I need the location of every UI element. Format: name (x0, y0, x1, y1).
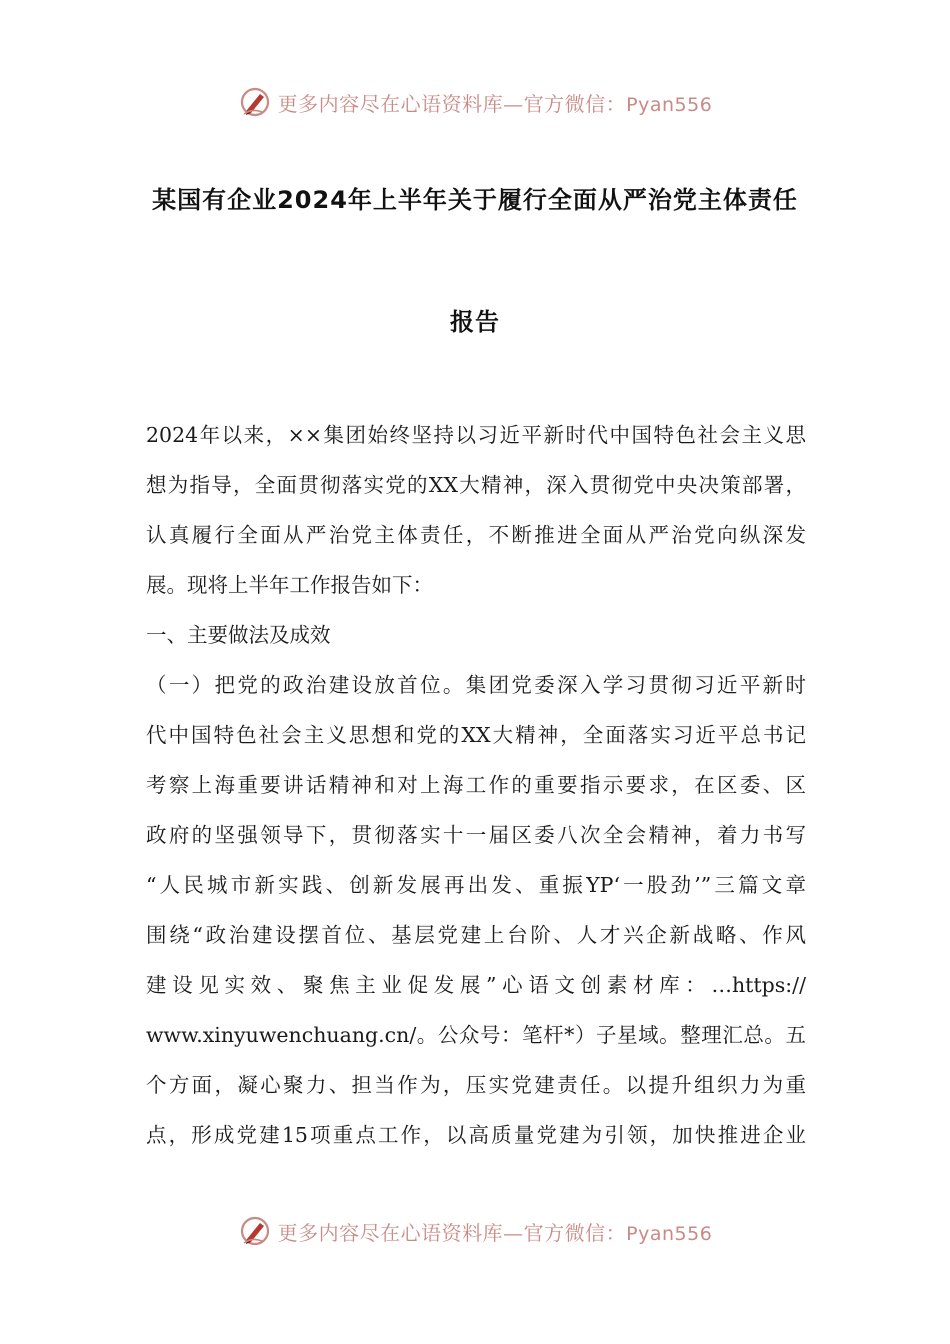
paragraph-line: 建设见实效、聚焦主业促发展”心语文创素材库：…https:// (146, 973, 806, 997)
paragraph-line: 认真履行全面从严治党主体责任，不断推进全面从严治党向纵深发 (146, 523, 806, 547)
document-body (146, 410, 806, 1160)
paragraph-line: 点，形成党建15项重点工作，以高质量党建为引领，加快推进企业 (146, 1123, 806, 1147)
paragraph-line: 围绕“政治建设摆首位、基层党建上台阶、人才兴企新战略、作风 (146, 923, 806, 947)
paragraph-line: 政府的坚强领导下，贯彻落实十一届区委八次全会精神，着力书写 (146, 823, 806, 847)
wechat-id: Pyan556 (626, 1222, 713, 1245)
wechat-id: Pyan556 (626, 93, 713, 116)
paragraph-line: www.xinyuwenchuang.cn/。公众号：笔杆*）子星域。整理汇总。五 (146, 1023, 806, 1047)
paragraph-line: “人民城市新实践、创新发展再出发、重振YP‘一股劲’”三篇文章 (146, 873, 806, 897)
paragraph-line: 考察上海重要讲话精神和对上海工作的重要指示要求，在区委、区 (146, 773, 806, 797)
pen-logo-icon (238, 1213, 274, 1249)
document-title: 某国有企业2024年上半年关于履行全面从严治党主体责任 (152, 186, 798, 214)
watermark-caption: 更多内容尽在心语资料库—官方微信： (277, 1220, 627, 1245)
watermark-text (278, 88, 713, 117)
paragraph-line: 个方面，凝心聚力、担当作为，压实党建责任。以提升组织力为重 (146, 1073, 806, 1097)
paragraph-line: （一）把党的政治建设放首位。集团党委深入学习贯彻习近平新时 (146, 673, 806, 697)
watermark-text (278, 1217, 713, 1246)
paragraph-line: 想为指导，全面贯彻落实党的XX大精神，深入贯彻党中央决策部署， (146, 473, 806, 497)
document-title-continued: 报告 (450, 308, 500, 336)
paragraph-line: 展。现将上半年工作报告如下： (146, 573, 433, 597)
header-watermark-banner (0, 82, 950, 122)
section-heading: 一、主要做法及成效 (146, 623, 331, 647)
pen-logo-icon (238, 84, 274, 120)
watermark-caption: 更多内容尽在心语资料库—官方微信： (277, 91, 627, 116)
paragraph-line: 代中国特色社会主义思想和党的XX大精神，全面落实习近平总书记 (146, 723, 806, 747)
paragraph-line: 2024年以来，××集团始终坚持以习近平新时代中国特色社会主义思 (146, 423, 806, 447)
footer-watermark-banner (0, 1211, 950, 1251)
